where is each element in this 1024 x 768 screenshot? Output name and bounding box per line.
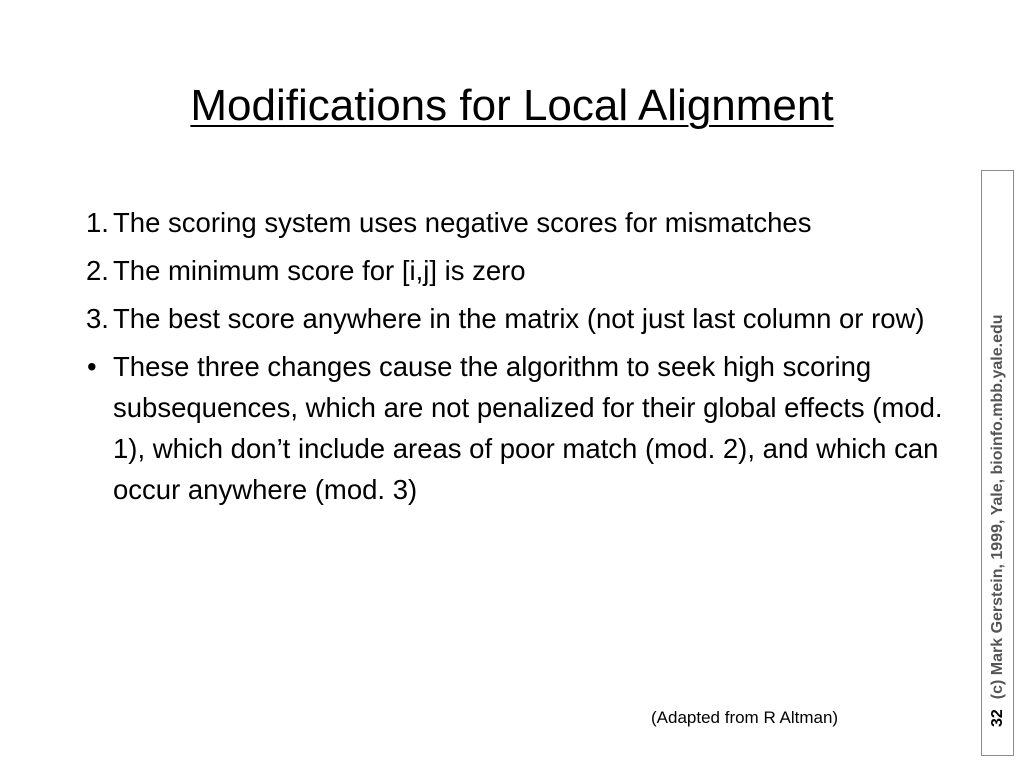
sidebar-label [988,314,1008,727]
list-item [86,250,946,291]
page-number: 32 [988,709,1006,727]
copyright-text: (c) Mark Gerstein, 1999, Yale, bioinfo.mbb.yale.edu [988,314,1006,700]
list-number: 1. [86,207,109,238]
list-item-text: The best score anywhere in the matrix (not just last column or row) [113,303,925,334]
list-item-text: The minimum score for [i,j] is zero [113,255,526,286]
bullet-icon: • [87,351,97,382]
list-item [86,202,946,243]
list-item [86,298,946,339]
list-item-text: The scoring system uses negative scores for mismatches [113,207,812,238]
list-item [86,346,946,510]
list-number: 3. [86,303,109,334]
copyright-sidebar [981,170,1014,756]
list-number: 2. [86,255,109,286]
bullet-list [86,202,946,517]
list-item-text: These three changes cause the algorithm to seek high scoring subsequences, which are not penalized for their global effects (mod. 1), which don’t include areas of poor match (mod. 2), and which can occur anywhere (mod. 3) [113,351,943,505]
attribution-note: (Adapted from R Altman) [651,708,839,727]
slide-title: Modifications for Local Alignment [190,81,834,130]
